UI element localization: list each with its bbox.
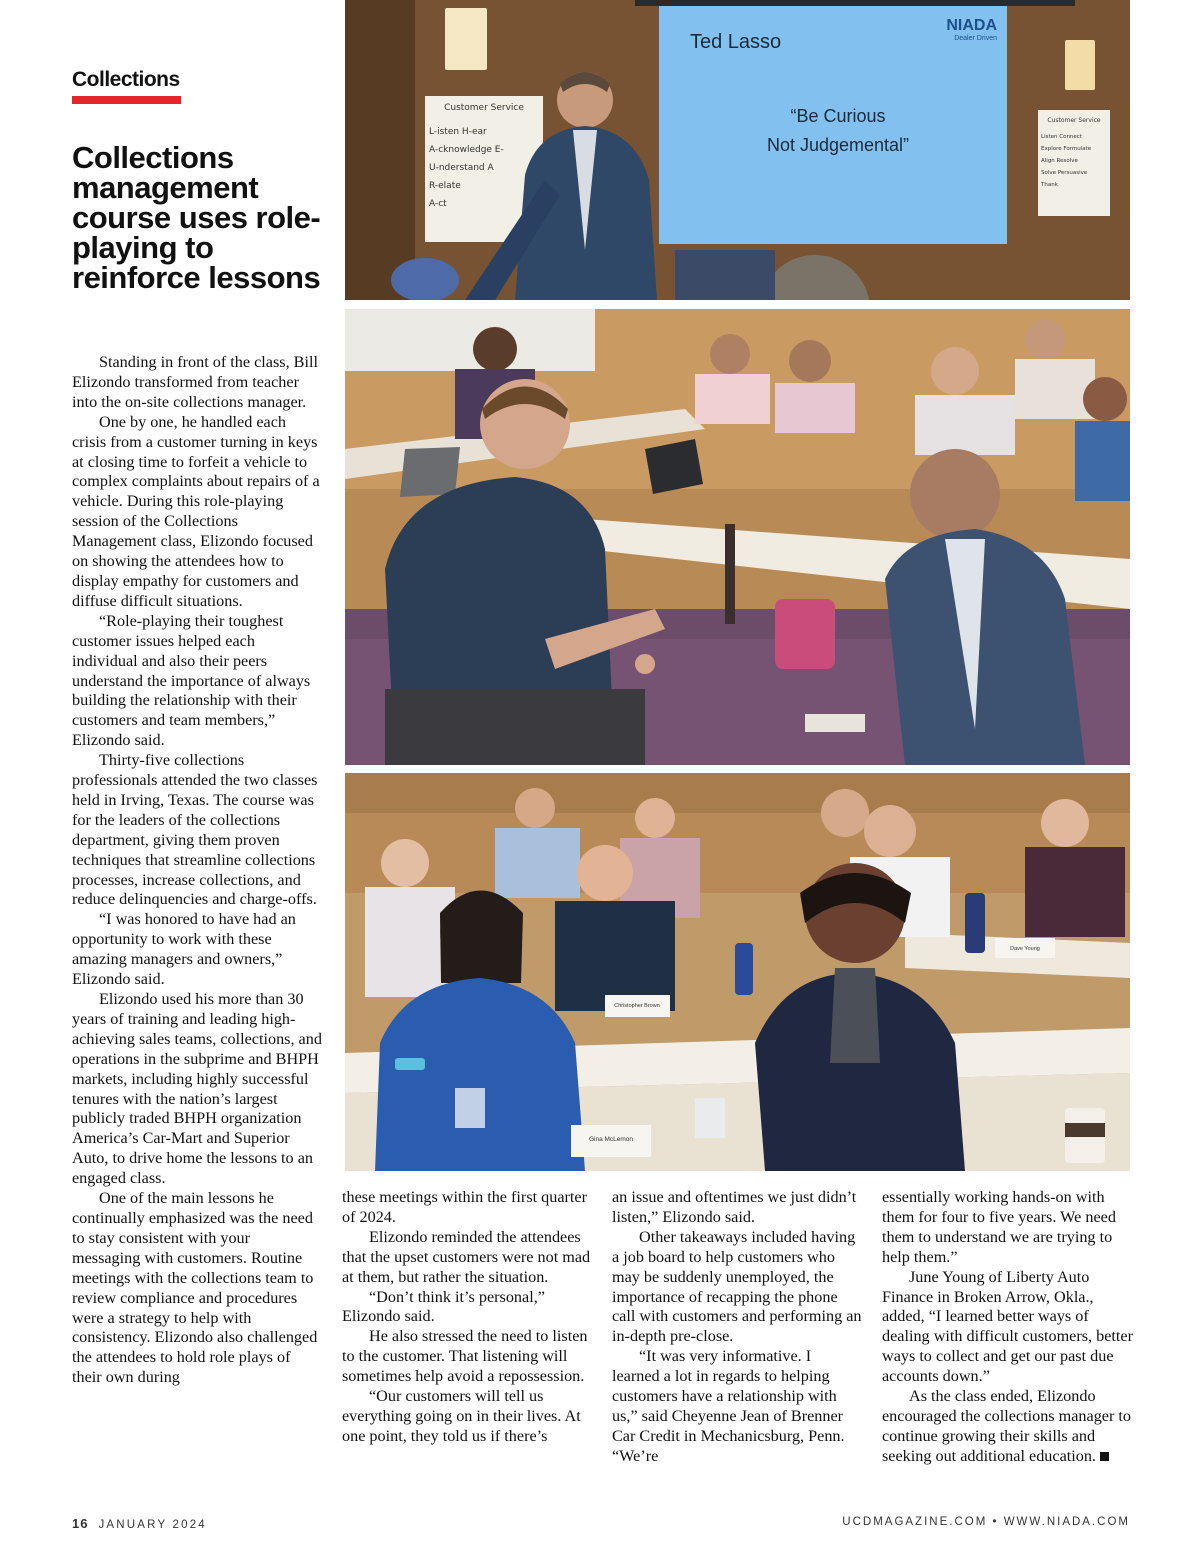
easel-left-line: R-elate [429, 181, 461, 191]
tent-card: Christopher Brown [614, 1003, 660, 1009]
paragraph: these meetings within the first quarter of 2024. [342, 1188, 587, 1226]
article-column-3 [612, 1188, 862, 1467]
paragraph: an issue and oftentimes we just didn’t listen,” Elizondo said. [612, 1188, 857, 1226]
easel-right-title: Customer Service [1047, 117, 1101, 124]
easel-right-line: Thank [1041, 182, 1058, 188]
easel-left-title: Customer Service [444, 103, 524, 113]
photo-role-play [345, 309, 1130, 765]
photo-attendees [345, 773, 1130, 1171]
easel-left-line: A-cknowledge E- [429, 145, 504, 155]
photo-attendees-illustration [345, 773, 1130, 1171]
footer-left [72, 1516, 207, 1531]
section-label: Collections [72, 68, 180, 91]
article-column-1 [72, 353, 322, 1388]
slide-quote-line2: Not Judgemental” [766, 135, 910, 155]
easel-right-line: Listen Connect [1041, 134, 1082, 140]
paragraph: “It was very informative. I learned a lot in regards to helping customers have a relationship with us,” said Cheyenne Jean of Brenner Car Credit in Mechanicsburg, Penn. “We’re [612, 1347, 845, 1465]
footer-sites: UCDMAGAZINE.COM • WWW.NIADA.COM [842, 1516, 1130, 1528]
paragraph: “Don’t think it’s personal,” Elizondo said. [342, 1287, 545, 1326]
easel-left-line: L-isten H-ear [429, 127, 487, 137]
paragraph: One by one, he handled each crisis from a customer turning in keys at closing time to forfeit a vehicle to complex complaints about repairs of a vehicle. During this role-playing session of the Collections Management class, Elizondo focused on showing the attendees how to display empathy for customers and diffuse difficult situations. [72, 412, 320, 610]
tent-card: Gina McLemon [588, 1136, 634, 1143]
slide-name: Ted Lasso [690, 31, 782, 53]
slide-quote-line1: “Be Curious [790, 106, 886, 126]
paragraph: He also stressed the need to listen to the customer. That listening will sometimes help avoid a repossession. [342, 1327, 588, 1386]
paragraph: Elizondo used his more than 30 years of training and leading high-achieving sales teams, collections, and operations in the subprime and BHPH markets, including highly successful tenures with the nation’s largest publicly traded BHPH organization America’s Car-Mart and Superior Auto, to drive home the lessons to an engaged class. [72, 990, 322, 1188]
paragraph: Other takeaways included having a job board to help customers who may be suddenly unemployed, the importance of recapping the phone call with customers and performing an in-depth pre-close. [612, 1227, 862, 1346]
easel-left-line: A-ct [429, 199, 447, 209]
paragraph: One of the main lessons he continually emphasized was the need to stay consistent with your messaging with customers. Routine meetings with the collections team to review compliance and procedures were a strategy to help with consistency. Elizondo also challenged the attendees to hold role plays of their own during [72, 1189, 318, 1387]
photo-role-play-illustration [345, 309, 1130, 765]
end-mark-icon [1100, 1452, 1109, 1461]
paragraph: “Our customers will tell us everything going on in their lives. At one point, they told us if there’s [342, 1387, 581, 1445]
photo-presenter-slide [345, 0, 1130, 300]
photo-presenter-illustration [345, 0, 1130, 300]
section-rule [72, 96, 181, 104]
paragraph: June Young of Liberty Auto Finance in Broken Arrow, Okla., added, “I learned better ways of dealing with difficult customers, better ways to collect and get our past due accounts down.” [882, 1267, 1133, 1386]
paragraph: Elizondo reminded the attendees that the upset customers were not mad at them, but rather the situation. [342, 1227, 591, 1286]
paragraph: “I was honored to have had an opportunity to work with these amazing managers and owners,” Elizondo said. [72, 910, 296, 989]
paragraph-text: As the class ended, Elizondo encouraged the collections manager to continue growing their skills and seeking out additional education. [882, 1387, 1132, 1465]
paragraph: Standing in front of the class, Bill Elizondo transformed from teacher into the on-site collections manager. [72, 353, 318, 411]
easel-right-line: Solve Persuasive [1041, 170, 1088, 176]
issue-date: JANUARY 2024 [98, 1519, 207, 1531]
headline: Collections management course uses role-playing to reinforce lessons [72, 140, 321, 295]
paragraph [882, 1387, 1137, 1467]
paragraph: essentially working hands-on with them for four to five years. We need them to understand we are trying to help them.” [882, 1188, 1116, 1266]
easel-left-line: U-nderstand A [429, 163, 494, 173]
slide-logo-sub: Dealer Driven [954, 35, 997, 42]
article-column-2 [342, 1188, 592, 1447]
paragraph: Thirty-five collections professionals attended the two classes held in Irving, Texas. The course was for the leaders of the collections department, giving them proven techniques that streamline collections processes, increase collections, and reduce delinquencies and charge-offs. [72, 751, 318, 909]
tent-card: Dave Young [1010, 946, 1040, 952]
page-number: 16 [72, 1516, 89, 1531]
article-column-4 [882, 1188, 1137, 1467]
easel-right-line: Explore Formulate [1041, 146, 1092, 152]
easel-right-line: Align Resolve [1041, 158, 1078, 164]
paragraph: “Role-playing their toughest customer issues helped each individual and also their peers understand the importance of always building the relationship with their customers and team members,” Elizondo said. [72, 611, 311, 750]
slide-logo: NIADA [946, 17, 997, 34]
